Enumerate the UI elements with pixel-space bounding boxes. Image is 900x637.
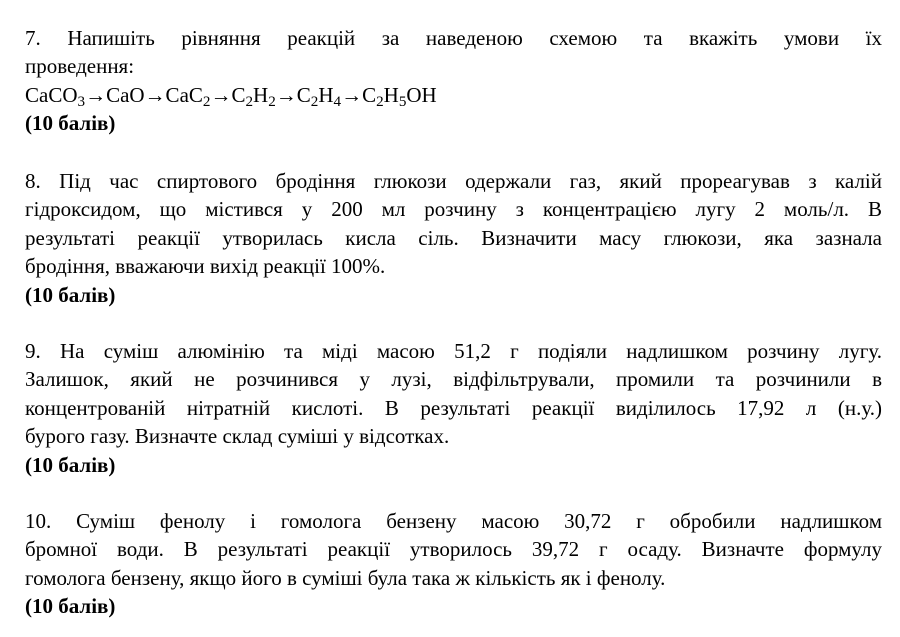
problem-7-line-2: проведення: [25,54,135,79]
reaction-scheme-formula: $CaCO_3\to CaO\to CaC_2\to C_2H_2\to C_2H_4\to C_2H_5OH$ [25,82,437,111]
formula-subscript: 4 [333,94,342,111]
problem-9-score: (10 балів) [25,452,116,477]
problem-7-line-1: 7. Напишіть рівняння реакцій за наведеною схемою та вкажіть умови їх [25,26,882,50]
problem-8-score: (10 балів) [25,282,116,307]
formula-subscript: 2 [268,94,276,111]
problem-8-line-3: результаті реакції утворилась кисла сіль. Визначити масу глюкози, яка зазнала [25,225,882,250]
problem-10 [25,507,882,621]
problem-8 [25,167,882,309]
problem-9-line-2: Залишок, який не розчинився у лузі, відфільтрували, промили та розчинили в [25,367,882,392]
formula-subscript: 2 [376,94,384,111]
formula-subscript: 5 [398,94,407,111]
problem-7-score: (10 балів) [25,111,116,136]
formula-subscript: 2 [202,94,211,111]
formula-subscript: 3 [77,94,86,111]
problem-9-line-4: бурого газу. Визначте склад суміші у відсотках. [25,424,450,449]
problem-10-line-3: гомолога бензену, якщо його в суміші була така ж кількість як і фенолу. [25,565,666,590]
problem-10-score: (10 балів) [25,594,116,619]
formula-subscript: 2 [245,94,254,111]
problem-9-line-3: концентрованій нітратній кислоті. В результаті реакції виділилось 17,92 л (н.у.) [25,395,882,420]
problem-8-line-2: гідроксидом, що містився у 200 мл розчину з концентрацією лугу 2 моль/л. В [25,197,882,222]
problem-9-line-1: 9. На суміш алюмінію та міді масою 51,2 г подіяли надлишком розчину лугу. [25,339,882,363]
problem-7 [25,24,882,138]
problem-10-line-2: бромної води. В результаті реакції утворилось 39,72 г осаду. Визначте формулу [25,537,882,562]
formula-subscript: 2 [310,94,319,111]
problem-8-line-4: бродіння, вважаючи вихід реакції 100%. [25,254,386,279]
problem-9 [25,337,882,479]
problem-8-line-1: 8. Під час спиртового бродіння глюкози одержали газ, який прореагував з калій [25,169,882,193]
problem-10-line-1: 10. Суміш фенолу і гомолога бензену масою 30,72 г обробили надлишком [25,509,882,533]
